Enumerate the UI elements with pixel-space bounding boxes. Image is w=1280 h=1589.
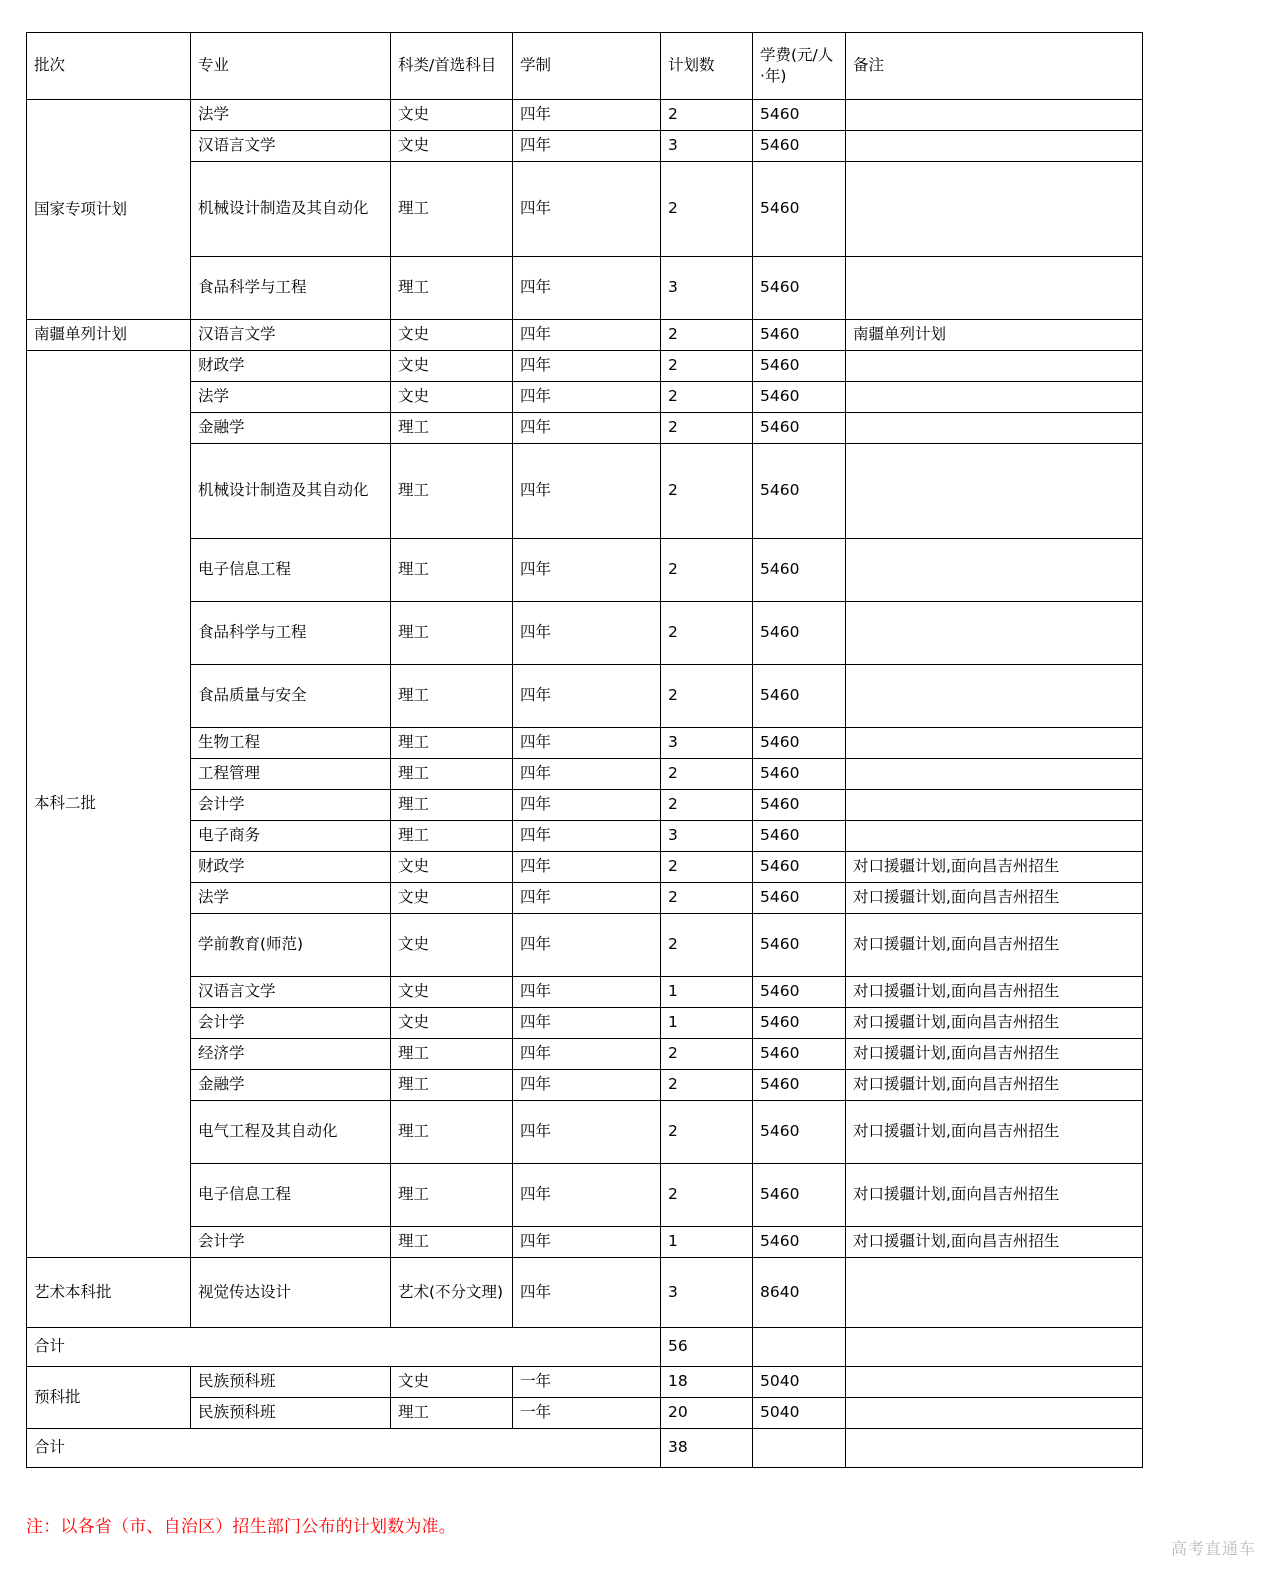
cell-major: 民族预科班 [191, 1398, 391, 1429]
cell-category: 理工 [391, 790, 513, 821]
cell-fee: 5460 [753, 1164, 846, 1227]
cell-count: 2 [661, 413, 753, 444]
cell-remark [846, 1398, 1143, 1429]
cell-fee: 5460 [753, 1008, 846, 1039]
cell-major: 财政学 [191, 351, 391, 382]
table-row [27, 1367, 1143, 1398]
cell-fee: 5460 [753, 728, 846, 759]
total-label: 合计 [27, 1429, 661, 1468]
cell-remark: 对口援疆计划,面向昌吉州招生 [846, 1101, 1143, 1164]
cell-category: 文史 [391, 320, 513, 351]
cell-years: 四年 [513, 257, 661, 320]
cell-count: 18 [661, 1367, 753, 1398]
cell-remark [846, 413, 1143, 444]
cell-count: 2 [661, 1039, 753, 1070]
cell-fee: 5460 [753, 1101, 846, 1164]
cell-remark [846, 257, 1143, 320]
cell-fee: 5460 [753, 382, 846, 413]
cell-major: 民族预科班 [191, 1367, 391, 1398]
total-row [27, 1328, 1143, 1367]
cell-major: 会计学 [191, 1008, 391, 1039]
cell-fee: 5460 [753, 759, 846, 790]
cell-category: 文史 [391, 351, 513, 382]
cell-major: 金融学 [191, 1070, 391, 1101]
cell-years: 四年 [513, 131, 661, 162]
cell-fee: 5460 [753, 914, 846, 977]
cell-major: 金融学 [191, 413, 391, 444]
cell-major: 机械设计制造及其自动化 [191, 444, 391, 539]
table-row [27, 257, 1143, 320]
cell-category: 理工 [391, 759, 513, 790]
cell-remark: 对口援疆计划,面向昌吉州招生 [846, 852, 1143, 883]
cell-remark: 对口援疆计划,面向昌吉州招生 [846, 1227, 1143, 1258]
batch-cell: 南疆单列计划 [27, 320, 191, 351]
cell-years: 四年 [513, 351, 661, 382]
cell-count: 2 [661, 162, 753, 257]
cell-remark: 对口援疆计划,面向昌吉州招生 [846, 883, 1143, 914]
cell-years: 四年 [513, 790, 661, 821]
cell-category: 理工 [391, 1227, 513, 1258]
cell-count: 2 [661, 1070, 753, 1101]
cell-major: 法学 [191, 382, 391, 413]
cell-fee: 5460 [753, 665, 846, 728]
cell-fee: 5460 [753, 131, 846, 162]
enrollment-plan-table [26, 32, 1143, 1468]
cell-major: 学前教育(师范) [191, 914, 391, 977]
cell-count: 3 [661, 131, 753, 162]
cell-years: 四年 [513, 1258, 661, 1328]
cell-fee: 5040 [753, 1398, 846, 1429]
cell-count: 2 [661, 1164, 753, 1227]
cell-remark: 对口援疆计划,面向昌吉州招生 [846, 977, 1143, 1008]
table-row [27, 1258, 1143, 1328]
cell-category: 理工 [391, 257, 513, 320]
cell-fee: 8640 [753, 1258, 846, 1328]
cell-count: 2 [661, 602, 753, 665]
cell-remark [846, 162, 1143, 257]
cell-count: 2 [661, 320, 753, 351]
cell-category: 文史 [391, 1367, 513, 1398]
cell-category: 理工 [391, 728, 513, 759]
cell-major: 电子信息工程 [191, 539, 391, 602]
cell-major: 会计学 [191, 790, 391, 821]
cell-category: 理工 [391, 1039, 513, 1070]
table-row [27, 1008, 1143, 1039]
cell-remark: 对口援疆计划,面向昌吉州招生 [846, 1070, 1143, 1101]
cell-count: 1 [661, 1227, 753, 1258]
watermark-label: 高考直通车 [1170, 1539, 1256, 1558]
cell-category: 文史 [391, 852, 513, 883]
table-row [27, 162, 1143, 257]
cell-years: 四年 [513, 1008, 661, 1039]
cell-years: 四年 [513, 1070, 661, 1101]
cell-remark [846, 539, 1143, 602]
cell-count: 3 [661, 1258, 753, 1328]
cell-remark [846, 821, 1143, 852]
cell-remark [846, 728, 1143, 759]
table-row [27, 539, 1143, 602]
cell-count: 20 [661, 1398, 753, 1429]
cell-remark: 对口援疆计划,面向昌吉州招生 [846, 914, 1143, 977]
cell-category: 理工 [391, 665, 513, 728]
cell-major: 法学 [191, 883, 391, 914]
cell-major: 机械设计制造及其自动化 [191, 162, 391, 257]
cell-years: 四年 [513, 883, 661, 914]
cell-major: 食品质量与安全 [191, 665, 391, 728]
table-row [27, 1070, 1143, 1101]
cell-count: 2 [661, 100, 753, 131]
cell-years: 四年 [513, 914, 661, 977]
cell-remark: 对口援疆计划,面向昌吉州招生 [846, 1008, 1143, 1039]
table-row [27, 444, 1143, 539]
cell-category: 理工 [391, 444, 513, 539]
cell-fee: 5460 [753, 257, 846, 320]
cell-fee: 5460 [753, 539, 846, 602]
cell-count: 3 [661, 821, 753, 852]
cell-count: 1 [661, 977, 753, 1008]
cell-fee: 5460 [753, 351, 846, 382]
cell-count: 2 [661, 852, 753, 883]
cell-category: 理工 [391, 1070, 513, 1101]
cell-years: 四年 [513, 665, 661, 728]
cell-major: 汉语言文学 [191, 131, 391, 162]
cell-years: 四年 [513, 977, 661, 1008]
cell-remark [846, 1258, 1143, 1328]
cell-remark [846, 759, 1143, 790]
cell-category: 理工 [391, 1398, 513, 1429]
cell-years: 四年 [513, 852, 661, 883]
table-row [27, 100, 1143, 131]
cell-major: 法学 [191, 100, 391, 131]
column-header-count: 计划数 [661, 33, 753, 100]
cell-count: 1 [661, 1008, 753, 1039]
total-fee-empty [753, 1429, 846, 1468]
cell-years: 四年 [513, 602, 661, 665]
batch-cell: 国家专项计划 [27, 100, 191, 320]
cell-major: 电子信息工程 [191, 1164, 391, 1227]
table-row [27, 1227, 1143, 1258]
cell-years: 四年 [513, 1227, 661, 1258]
column-header-fee: 学费(元/人·年) [753, 33, 846, 100]
cell-remark [846, 602, 1143, 665]
cell-fee: 5460 [753, 1070, 846, 1101]
cell-fee: 5460 [753, 790, 846, 821]
cell-major: 食品科学与工程 [191, 257, 391, 320]
column-header-category: 科类/首选科目 [391, 33, 513, 100]
footnote-text: 注：以各省（市、自治区）招生部门公布的计划数为准。 [26, 1517, 456, 1537]
cell-major: 经济学 [191, 1039, 391, 1070]
cell-years: 四年 [513, 320, 661, 351]
cell-fee: 5460 [753, 602, 846, 665]
cell-category: 文史 [391, 382, 513, 413]
cell-major: 会计学 [191, 1227, 391, 1258]
table-row [27, 1398, 1143, 1429]
cell-years: 四年 [513, 100, 661, 131]
total-fee-empty [753, 1328, 846, 1367]
cell-fee: 5460 [753, 444, 846, 539]
table-row [27, 728, 1143, 759]
batch-cell: 本科二批 [27, 351, 191, 1258]
cell-fee: 5460 [753, 977, 846, 1008]
cell-category: 艺术(不分文理) [391, 1258, 513, 1328]
table-row [27, 759, 1143, 790]
table-body [27, 33, 1143, 1468]
cell-category: 理工 [391, 821, 513, 852]
cell-fee: 5460 [753, 413, 846, 444]
cell-years: 四年 [513, 444, 661, 539]
table-row [27, 1101, 1143, 1164]
cell-remark [846, 1367, 1143, 1398]
cell-major: 汉语言文学 [191, 320, 391, 351]
table-row [27, 413, 1143, 444]
cell-count: 2 [661, 665, 753, 728]
cell-fee: 5460 [753, 100, 846, 131]
cell-years: 四年 [513, 759, 661, 790]
cell-fee: 5460 [753, 1227, 846, 1258]
cell-years: 四年 [513, 539, 661, 602]
cell-years: 一年 [513, 1398, 661, 1429]
cell-fee: 5460 [753, 162, 846, 257]
cell-category: 文史 [391, 914, 513, 977]
cell-major: 电子商务 [191, 821, 391, 852]
cell-years: 四年 [513, 413, 661, 444]
cell-count: 3 [661, 728, 753, 759]
cell-category: 文史 [391, 100, 513, 131]
column-header-remark: 备注 [846, 33, 1143, 100]
cell-remark [846, 444, 1143, 539]
cell-remark [846, 100, 1143, 131]
column-header-years: 学制 [513, 33, 661, 100]
cell-years: 四年 [513, 1164, 661, 1227]
cell-years: 一年 [513, 1367, 661, 1398]
total-count: 56 [661, 1328, 753, 1367]
table-row [27, 351, 1143, 382]
cell-count: 2 [661, 444, 753, 539]
cell-fee: 5460 [753, 883, 846, 914]
total-remark-empty [846, 1429, 1143, 1468]
total-label: 合计 [27, 1328, 661, 1367]
table-row [27, 602, 1143, 665]
cell-remark [846, 790, 1143, 821]
cell-fee: 5460 [753, 1039, 846, 1070]
cell-count: 2 [661, 351, 753, 382]
table-row [27, 790, 1143, 821]
cell-fee: 5460 [753, 320, 846, 351]
cell-count: 3 [661, 257, 753, 320]
cell-major: 工程管理 [191, 759, 391, 790]
cell-years: 四年 [513, 162, 661, 257]
cell-remark [846, 131, 1143, 162]
total-row [27, 1429, 1143, 1468]
cell-major: 汉语言文学 [191, 977, 391, 1008]
table-row [27, 131, 1143, 162]
cell-category: 文史 [391, 1008, 513, 1039]
cell-years: 四年 [513, 382, 661, 413]
cell-count: 2 [661, 539, 753, 602]
cell-count: 2 [661, 759, 753, 790]
cell-major: 视觉传达设计 [191, 1258, 391, 1328]
cell-major: 食品科学与工程 [191, 602, 391, 665]
cell-count: 2 [661, 1101, 753, 1164]
cell-remark [846, 351, 1143, 382]
cell-years: 四年 [513, 821, 661, 852]
cell-category: 文史 [391, 131, 513, 162]
table-row [27, 914, 1143, 977]
cell-category: 理工 [391, 413, 513, 444]
cell-remark: 对口援疆计划,面向昌吉州招生 [846, 1164, 1143, 1227]
cell-category: 理工 [391, 602, 513, 665]
cell-count: 2 [661, 914, 753, 977]
cell-fee: 5040 [753, 1367, 846, 1398]
table-row [27, 1039, 1143, 1070]
cell-remark: 南疆单列计划 [846, 320, 1143, 351]
cell-count: 2 [661, 883, 753, 914]
table-row [27, 977, 1143, 1008]
batch-cell: 艺术本科批 [27, 1258, 191, 1328]
cell-years: 四年 [513, 1101, 661, 1164]
cell-major: 财政学 [191, 852, 391, 883]
table-row [27, 1164, 1143, 1227]
cell-category: 文史 [391, 883, 513, 914]
cell-major: 生物工程 [191, 728, 391, 759]
cell-remark: 对口援疆计划,面向昌吉州招生 [846, 1039, 1143, 1070]
table-header-row [27, 33, 1143, 100]
total-remark-empty [846, 1328, 1143, 1367]
cell-remark [846, 382, 1143, 413]
cell-category: 理工 [391, 539, 513, 602]
cell-years: 四年 [513, 728, 661, 759]
cell-category: 理工 [391, 1101, 513, 1164]
cell-category: 文史 [391, 977, 513, 1008]
table-row [27, 883, 1143, 914]
table-row [27, 320, 1143, 351]
cell-major: 电气工程及其自动化 [191, 1101, 391, 1164]
total-count: 38 [661, 1429, 753, 1468]
table-row [27, 852, 1143, 883]
table-row [27, 665, 1143, 728]
cell-count: 2 [661, 382, 753, 413]
cell-fee: 5460 [753, 852, 846, 883]
cell-count: 2 [661, 790, 753, 821]
column-header-batch: 批次 [27, 33, 191, 100]
column-header-major: 专业 [191, 33, 391, 100]
cell-remark [846, 665, 1143, 728]
table-row [27, 382, 1143, 413]
cell-years: 四年 [513, 1039, 661, 1070]
cell-category: 理工 [391, 162, 513, 257]
cell-fee: 5460 [753, 821, 846, 852]
cell-category: 理工 [391, 1164, 513, 1227]
table-row [27, 821, 1143, 852]
batch-cell: 预科批 [27, 1367, 191, 1429]
